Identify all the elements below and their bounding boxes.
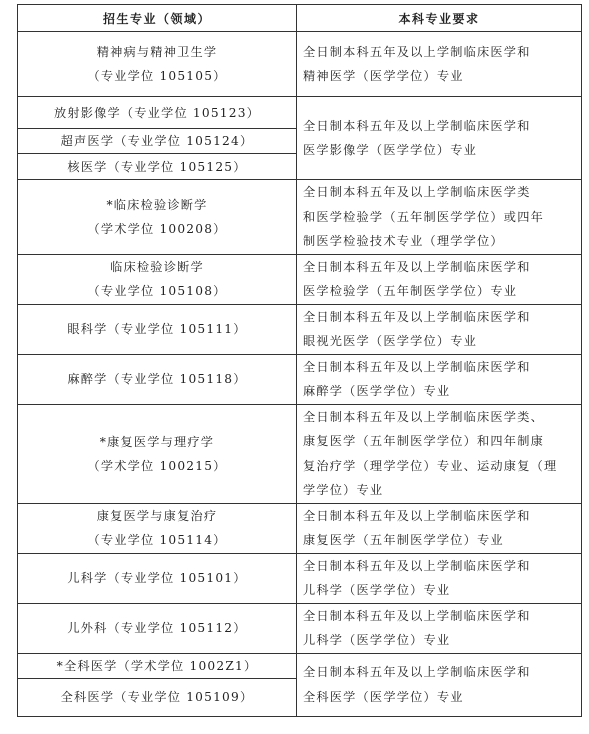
requirement-line: 复治疗学（理学学位）专业、运动康复（理 [303, 458, 558, 473]
requirement-line: 康复医学（五年制医学学位）和四年制康 [303, 434, 544, 448]
requirement-line: 麻醉学（医学学位）专业 [303, 384, 451, 398]
table-row [18, 32, 582, 97]
table-row [18, 503, 582, 553]
requirement-line: 全日制本科五年及以上学制临床医学和 [303, 309, 531, 324]
table-row [18, 180, 582, 255]
major-name: *康复医学与理疗学 [99, 434, 215, 449]
requirement-line: 制医学检验技术专业（理学学位） [303, 234, 504, 248]
requirement-cell [297, 553, 582, 603]
requirement-line: 全日制本科五年及以上学制临床医学和 [303, 608, 531, 623]
requirement-line: 全科医学（医学学位）专业 [303, 689, 464, 704]
requirement-cell [297, 404, 582, 503]
requirement-cell [297, 653, 582, 716]
major-cell [18, 304, 297, 354]
major-name: 眼科学（专业学位 105111） [67, 322, 247, 336]
major-cell [18, 154, 297, 180]
major-cell [18, 32, 297, 97]
requirement-line: 医学检验学（五年制医学学位）专业 [303, 284, 518, 298]
requirement-line: 儿科学（医学学位）专业 [303, 583, 451, 597]
header-row [18, 5, 582, 32]
requirement-line: 医学影像学（医学学位）专业 [303, 143, 478, 157]
major-name: 儿外科（专业学位 105112） [67, 621, 247, 635]
major-name: *临床检验诊断学 [106, 197, 208, 212]
major-name: 超声医学（专业学位 105124） [60, 134, 254, 148]
header-requirement: 本科专业要求 [297, 5, 582, 32]
requirement-cell [297, 503, 582, 553]
major-cell [18, 354, 297, 404]
requirement-line: 全日制本科五年及以上学制临床医学和 [303, 359, 531, 374]
major-code: （专业学位 105108） [87, 284, 227, 298]
requirement-line: 学学位）专业 [303, 483, 384, 497]
table-row [18, 304, 582, 354]
major-name: 儿科学（专业学位 105101） [67, 571, 247, 585]
major-name: 放射影像学（专业学位 105123） [53, 105, 261, 120]
major-name: 康复医学与康复治疗 [96, 509, 218, 523]
requirement-cell [297, 254, 582, 304]
major-code: （学术学位 100215） [87, 458, 227, 473]
header-major: 招生专业（领域） [18, 5, 297, 32]
major-code: （专业学位 105114） [87, 533, 227, 547]
table-row [18, 354, 582, 404]
requirement-line: 全日制本科五年及以上学制临床医学类、 [303, 409, 544, 424]
requirement-line: 全日制本科五年及以上学制临床医学和 [303, 259, 531, 274]
major-cell [18, 553, 297, 603]
major-name: *全科医学（学术学位 1002Z1） [56, 658, 258, 673]
requirement-line: 精神医学（医学学位）专业 [303, 69, 464, 83]
major-code: （专业学位 105105） [87, 69, 227, 83]
requirement-cell [297, 97, 582, 180]
requirement-cell [297, 32, 582, 97]
requirement-cell [297, 603, 582, 653]
major-name: 全科医学（专业学位 105109） [60, 690, 254, 704]
major-cell [18, 678, 297, 716]
requirement-line: 全日制本科五年及以上学制临床医学类 [303, 185, 531, 199]
requirement-line: 全日制本科五年及以上学制临床医学和 [303, 508, 531, 523]
major-cell [18, 129, 297, 154]
requirement-line: 全日制本科五年及以上学制临床医学和 [303, 118, 531, 133]
table-row [18, 97, 582, 129]
requirement-line: 全日制本科五年及以上学制临床医学和 [303, 558, 531, 573]
major-name: 精神病与精神卫生学 [96, 45, 218, 59]
requirement-line: 儿科学（医学学位）专业 [303, 633, 451, 647]
requirement-cell [297, 354, 582, 404]
requirement-cell [297, 304, 582, 354]
table-row [18, 404, 582, 503]
table-row [18, 553, 582, 603]
major-cell [18, 97, 297, 129]
major-name: 麻醉学（专业学位 105118） [67, 372, 247, 386]
requirement-line: 康复医学（五年制医学学位）专业 [303, 533, 504, 547]
table-row [18, 653, 582, 678]
major-cell [18, 603, 297, 653]
major-cell [18, 503, 297, 553]
major-cell [18, 254, 297, 304]
table-row [18, 603, 582, 653]
major-code: （学术学位 100208） [87, 221, 227, 236]
major-cell [18, 653, 297, 678]
requirement-line: 全日制本科五年及以上学制临床医学和 [303, 44, 531, 59]
requirement-cell [297, 180, 582, 255]
major-cell [18, 180, 297, 255]
table-row [18, 254, 582, 304]
major-name: 核医学（专业学位 105125） [67, 159, 247, 174]
major-requirements-table [17, 4, 582, 717]
major-name: 临床检验诊断学 [110, 260, 204, 274]
major-cell [18, 404, 297, 503]
requirement-line: 和医学检验学（五年制医学学位）或四年 [303, 209, 544, 224]
requirement-line: 全日制本科五年及以上学制临床医学和 [303, 665, 531, 679]
requirement-line: 眼视光医学（医学学位）专业 [303, 334, 478, 348]
